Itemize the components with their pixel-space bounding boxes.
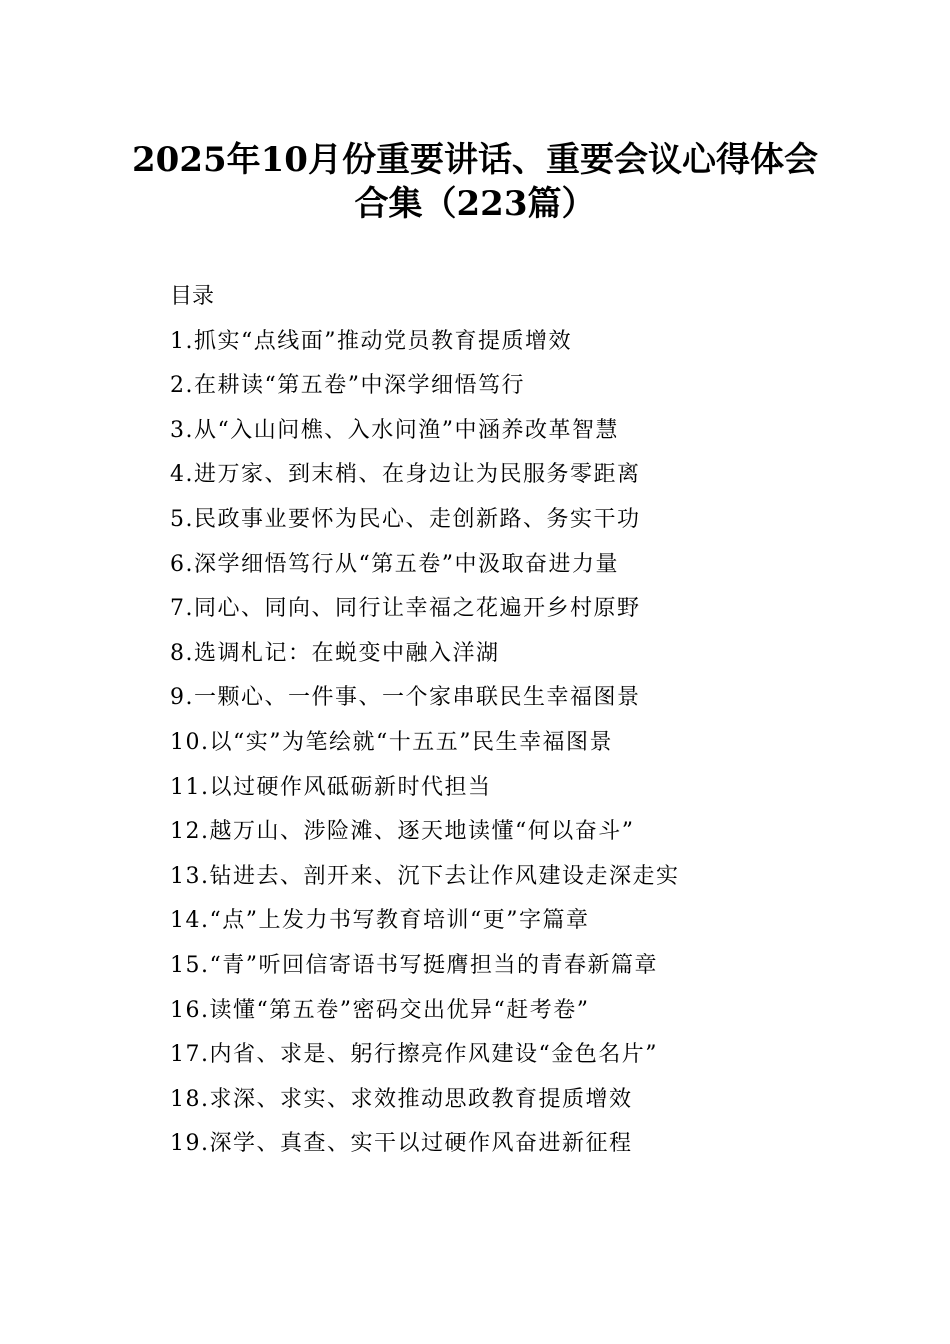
toc-heading: 目录	[170, 284, 215, 309]
toc-item: 17.内省、求是、躬行擦亮作风建设“金色名片”	[170, 1042, 658, 1068]
toc-item: 9.一颗心、一件事、一个家串联民生幸福图景	[170, 685, 641, 711]
toc-item: 3.从“入山问樵、入水问渔”中涵养改革智慧	[170, 417, 619, 443]
document-title	[0, 138, 950, 226]
toc-item: 1.抓实“点线面”推动党员教育提质增效	[170, 328, 572, 354]
toc-item: 19.深学、真查、实干以过硬作风奋进新征程	[170, 1131, 633, 1157]
toc-item: 16.读懂“第五卷”密码交出优异“赶考卷”	[170, 997, 590, 1023]
toc-item: 14.“点”上发力书写教育培训“更”字篇章	[170, 908, 590, 934]
toc-item: 5.民政事业要怀为民心、走创新路、务实干功	[170, 506, 641, 532]
table-of-contents	[170, 280, 870, 1172]
toc-item: 18.求深、求实、求效推动思政教育提质增效	[170, 1086, 633, 1112]
toc-item: 4.进万家、到末梢、在身边让为民服务零距离	[170, 462, 641, 488]
toc-item: 12.越万山、涉险滩、逐天地读懂“何以奋斗”	[170, 819, 635, 845]
toc-item: 8.选调札记：在蜕变中融入洋湖	[170, 640, 500, 666]
toc-list	[170, 325, 870, 1172]
toc-item: 11.以过硬作风砥砺新时代担当	[170, 774, 492, 800]
title-line-2: 合集（223篇）	[354, 184, 596, 224]
toc-item: 7.同心、同向、同行让幸福之花遍开乡村原野	[170, 596, 641, 622]
toc-item: 13.钻进去、剖开来、沉下去让作风建设走深走实	[170, 863, 680, 889]
toc-item: 2.在耕读“第五卷”中深学细悟笃行	[170, 373, 525, 399]
toc-item: 15.“青”听回信寄语书写挺膺担当的青春新篇章	[170, 952, 658, 978]
title-line-1: 2025年10月份重要讲话、重要会议心得体会	[132, 140, 818, 180]
toc-item: 6.深学细悟笃行从“第五卷”中汲取奋进力量	[170, 551, 619, 577]
toc-item: 10.以“实”为笔绘就“十五五”民生幸福图景	[170, 729, 613, 755]
